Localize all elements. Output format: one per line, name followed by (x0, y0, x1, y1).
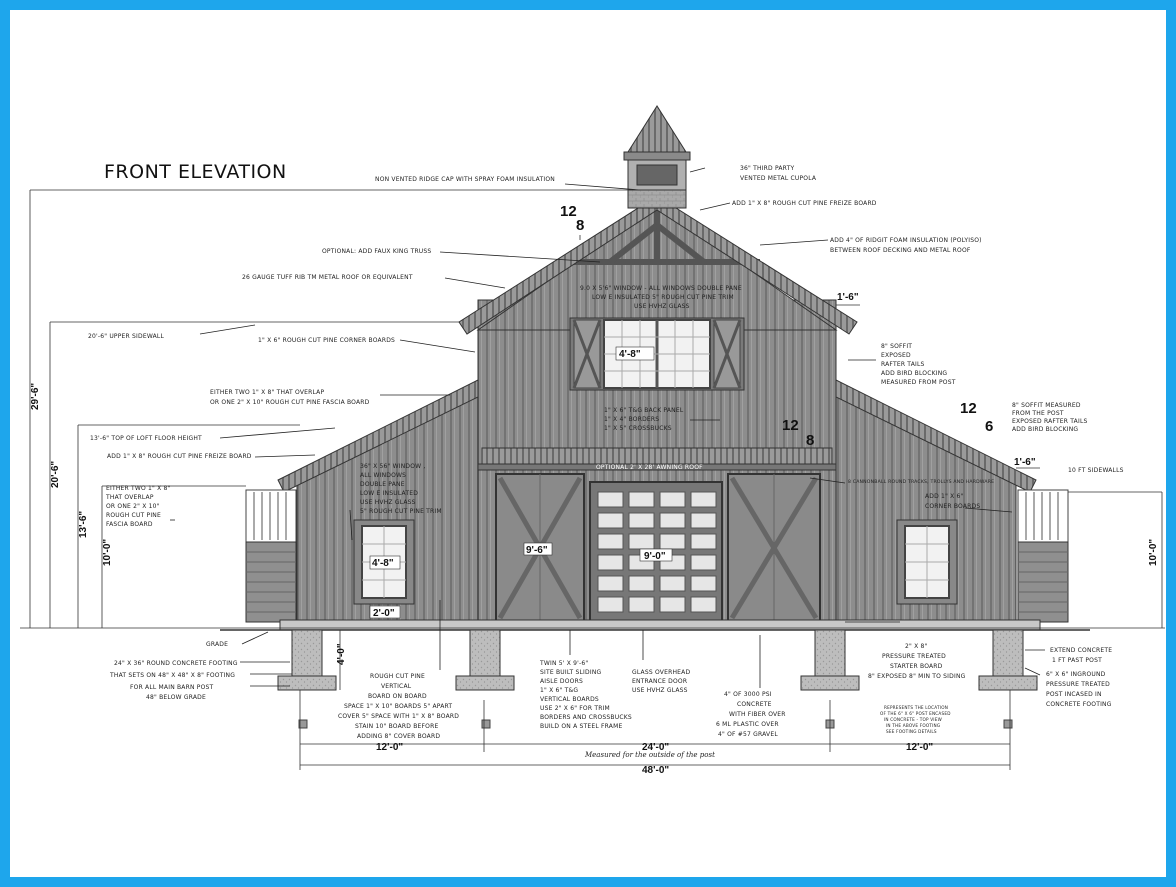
note-upper-window-3: USE HVHZ GLASS (634, 303, 690, 310)
note-extend-2: 1 FT PAST POST (1052, 657, 1102, 664)
note-soffit-side-4: ADD BIRD BLOCKING (1012, 426, 1079, 433)
note-back-panel-3: 1" X 5" CROSSBUCKS (604, 425, 672, 432)
note-footing-4: 48" BELOW GRADE (146, 694, 206, 701)
note-upper-window-2: LOW E INSULATED 5" ROUGH CUT PINE TRIM (592, 294, 734, 301)
concrete-slab (280, 620, 1040, 630)
sidewall-height-dim: 13'-6" (78, 510, 89, 538)
note-concrete-3: WITH FIBER OVER (729, 711, 786, 718)
note-siding-6: STAIN 10" BOARD BEFORE (355, 723, 439, 730)
note-sliders-7: BORDERS AND CROSSBUCKS (540, 714, 632, 721)
note-side-window-4: LOW E INSULATED (360, 490, 419, 497)
note-overhead-2: ENTRANCE DOOR (632, 678, 688, 685)
note-loft-floor: 13'-6" TOP OF LOFT FLOOR HEIGHT (90, 435, 202, 442)
note-sliders-3: AISLE DOORS (540, 678, 583, 685)
note-starter-1: 2" X 8" (905, 643, 928, 650)
note-sliders-2: SITE BUILT SLIDING (540, 669, 602, 676)
measured-note: Measured for the outside of the post (585, 751, 715, 759)
note-corner-boards-side-1: ADD 1" X 6" (925, 493, 964, 500)
note-inground-4: CONCRETE FOOTING (1046, 701, 1112, 708)
note-inground-1: 6" X 6" INGROUND (1046, 671, 1106, 678)
note-faux-truss: OPTIONAL: ADD FAUX KING TRUSS (322, 248, 432, 255)
note-concrete-4: 6 ML PLASTIC OVER (716, 721, 779, 728)
note-fascia-side-1: EITHER TWO 1" X 8" (106, 485, 171, 492)
note-soffit-upper-5: MEASURED FROM POST (881, 379, 956, 386)
note-soffit-upper-2: EXPOSED (881, 352, 911, 359)
note-sliders-8: BUILD ON A STEEL FRAME (540, 723, 623, 730)
note-fascia-upper-1: EITHER TWO 1" X 8" THAT OVERLAP (210, 389, 325, 396)
note-starter-3: STARTER BOARD (890, 663, 943, 670)
right-bay-dim: 12'-0" (906, 742, 934, 753)
loft-height-dim: 20'-6" (50, 460, 61, 488)
note-post-location-3: IN CONCRETE - TOP VIEW (884, 717, 942, 722)
upper-window-height-label: 4'-8" (619, 349, 641, 360)
right-wall-dim: 10'-0" (1148, 538, 1159, 566)
note-starter-4: 8" EXPOSED 8" MIN TO SIDING (868, 673, 966, 680)
note-starter-2: PRESSURE TREATED (882, 653, 946, 660)
note-fascia-side-5: FASCIA BOARD (106, 521, 153, 528)
note-upper-sidewall: 20'-6" UPPER SIDEWALL (88, 333, 165, 340)
note-post-location-2: OF THE 6" X 6" POST ENCASED (880, 711, 951, 716)
overall-width-dim: 48'-0" (642, 765, 670, 776)
note-sidewalls: 10 FT SIDEWALLS (1068, 467, 1124, 474)
note-concrete-5: 4" OF #57 GRAVEL (718, 731, 778, 738)
note-concrete-2: CONCRETE (737, 701, 772, 708)
note-post-location-1: REPRESENTS THE LOCATION (884, 705, 949, 710)
note-soffit-side-2: FROM THE POST (1012, 410, 1064, 417)
left-bay-dim: 12'-0" (376, 742, 404, 753)
overhead-height-label: 9'-0" (644, 551, 666, 562)
awning-pitch-run: 8 (806, 432, 815, 449)
note-upper-window-1: 9.0 X 5'6" WINDOW - ALL WINDOWS DOUBLE PANE (580, 285, 742, 292)
note-fascia-side-4: ROUGH CUT PINE (106, 512, 161, 519)
note-footing-1: 24" X 36" ROUND CONCRETE FOOTING (114, 660, 238, 667)
main-pitch-rise: 12 (560, 203, 577, 220)
note-sliders-6: USE 2" X 6" FOR TRIM (540, 705, 610, 712)
note-sliders-5: VERTICAL BOARDS (540, 696, 599, 703)
right-porch (1018, 490, 1068, 622)
note-trolleys: 8 CANNONBALL ROUND TRACKS, TROLLYS AND HARDWARE (848, 480, 995, 485)
note-post-location-4: IN THE ABOVE FOOTING (886, 723, 941, 728)
note-siding-7: ADDING 8" COVER BOARD (357, 733, 441, 740)
note-ridge-cap: NON VENTED RIDGE CAP WITH SPRAY FOAM INSULATION (375, 176, 555, 183)
awning-pitch-rise: 12 (782, 417, 799, 434)
note-siding-5: COVER 5" SPACE WITH 1" X 8" BOARD (338, 713, 460, 720)
note-overhead-1: GLASS OVERHEAD (632, 669, 691, 676)
note-fascia-upper-2: OR ONE 2" X 10" ROUGH CUT PINE FASCIA BOARD (210, 399, 370, 406)
upper-overhang-dim: 1'-6" (837, 292, 859, 303)
note-soffit-side-3: EXPOSED RAFTER TAILS (1012, 418, 1088, 425)
note-sliders-4: 1" X 6" T&G (540, 687, 579, 694)
note-sliders-1: TWIN 5' X 9'-6" (540, 660, 589, 667)
note-inground-2: PRESSURE TREATED (1046, 681, 1110, 688)
slider-height-label: 9'-6" (526, 545, 548, 556)
note-back-panel-2: 1" X 4" BORDERS (604, 416, 660, 423)
note-extend-1: EXTEND CONCRETE (1050, 647, 1113, 654)
cupola (624, 106, 690, 208)
left-wall-dim: 10'-0" (102, 538, 113, 566)
side-overhang-dim: 1'-6" (1014, 457, 1036, 468)
note-fascia-side-3: OR ONE 2" X 10" (106, 503, 160, 510)
note-rigid-foam-2: BETWEEN ROOF DECKING AND METAL ROOF (830, 247, 971, 254)
note-soffit-upper-3: RAFTER TAILS (881, 361, 925, 368)
side-pitch-rise: 12 (960, 400, 977, 417)
note-siding-3: BOARD ON BOARD (368, 693, 427, 700)
side-pitch-run: 6 (985, 418, 994, 435)
note-footing-2: THAT SETS ON 48" X 48" X 8" FOOTING (110, 672, 236, 679)
note-overhead-3: USE HVHZ GLASS (632, 687, 688, 694)
right-side-window (897, 520, 957, 604)
note-freize-top: ADD 1" X 8" ROUGH CUT PINE FREIZE BOARD (732, 200, 877, 207)
note-concrete-1: 4" OF 3000 PSI (724, 691, 772, 698)
note-rigid-foam-1: ADD 4" OF RIDGIT FOAM INSULATION (POLYISO) (830, 237, 982, 244)
upper-window (570, 318, 744, 390)
note-soffit-upper-1: 8" SOFFIT (881, 343, 913, 350)
note-siding-4: SPACE 1" X 10" BOARDS 5" APART (344, 703, 453, 710)
note-metal-roof: 26 GAUGE TUFF RIB TM METAL ROOF OR EQUIVALENT (242, 274, 413, 281)
overall-height-dim: 29'-6" (30, 382, 41, 410)
center-bay-dim: 24'-0" (642, 742, 670, 753)
note-siding-2: VERTICAL (381, 683, 412, 690)
note-side-window-2: ALL WINDOWS (360, 472, 407, 479)
note-soffit-upper-4: ADD BIRD BLOCKING (881, 370, 948, 377)
note-footing-3: FOR ALL MAIN BARN POST (130, 684, 214, 691)
note-cupola-2: VENTED METAL CUPOLA (740, 175, 817, 182)
drawing-title: FRONT ELEVATION (104, 161, 287, 183)
note-corner-boards-upper: 1" X 6" ROUGH CUT PINE CORNER BOARDS (258, 337, 396, 344)
note-siding-1: ROUGH CUT PINE (370, 673, 425, 680)
note-back-panel-1: 1" X 6" T&G BACK PANEL (604, 407, 684, 414)
note-post-location-5: SEE FOOTING DETAILS (886, 729, 937, 734)
note-fascia-side-2: THAT OVERLAP (106, 494, 154, 501)
note-side-window-1: 36" X 56" WINDOW , (360, 463, 426, 470)
note-freize-side: ADD 1" X 8" ROUGH CUT PINE FREIZE BOARD (107, 453, 252, 460)
note-side-window-3: DOUBLE PANE (360, 481, 405, 488)
note-inground-3: POST INCASED IN (1046, 691, 1102, 698)
note-side-window-6: 5" ROUGH CUT PINE TRIM (360, 508, 442, 515)
footing-depth-dim: 4'-0" (336, 643, 347, 665)
note-grade: GRADE (206, 641, 229, 648)
left-porch (246, 490, 296, 622)
note-side-window-5: USE HVHZ GLASS (360, 499, 416, 506)
side-window-width-label: 2'-0" (373, 608, 395, 619)
note-awning: OPTIONAL 2' X 28' AWNING ROOF (596, 464, 703, 471)
right-sliding-door (728, 474, 820, 622)
side-window-height-label: 4'-8" (372, 558, 394, 569)
main-pitch-run: 8 (576, 217, 585, 234)
note-cupola-1: 36" THIRD PARTY (740, 165, 795, 172)
note-soffit-side-1: 8" SOFFIT MEASURED (1012, 402, 1081, 409)
note-corner-boards-side-2: CORNER BOARDS (925, 503, 981, 510)
